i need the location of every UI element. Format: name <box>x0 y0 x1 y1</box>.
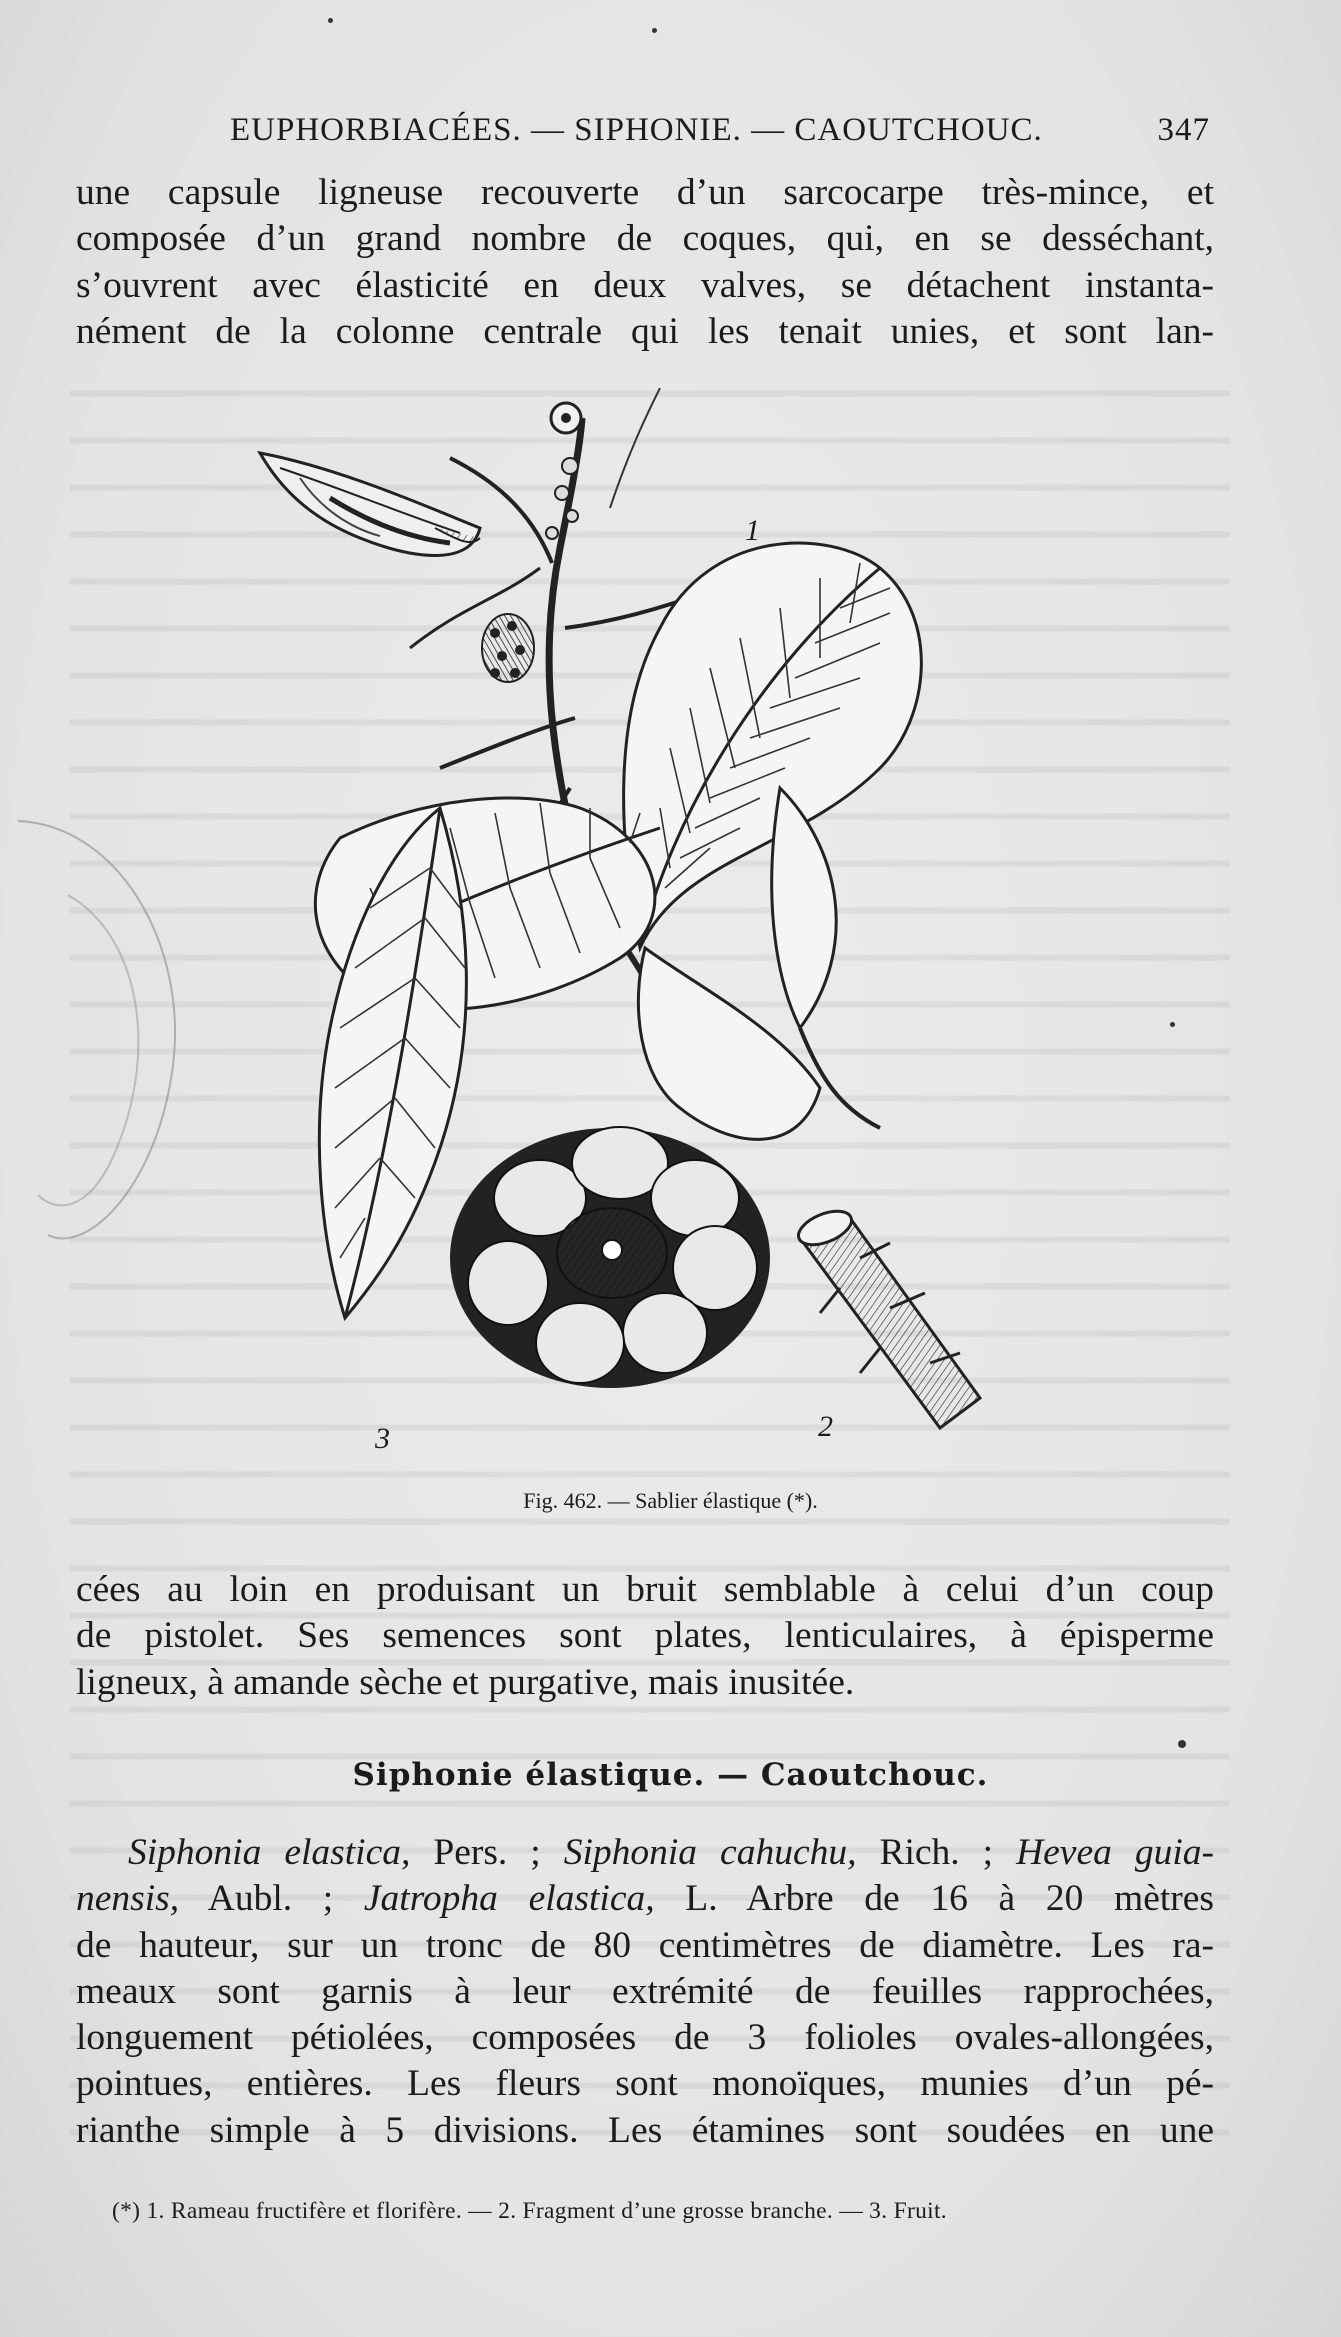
species-author: Aubl. ; <box>179 1878 364 1920</box>
species-name: Hevea guia- <box>1016 1832 1214 1873</box>
speck <box>1178 1740 1186 1748</box>
text-line: meaux sont garnis à leur extrémité de feuilles rapprochées, <box>76 1970 1214 2012</box>
section-heading: Siphonie élastique. — Caoutchouc. <box>352 1757 989 1793</box>
running-head-title: EUPHORBIACÉES. — SIPHONIE. — CAOUTCHOUC. <box>230 112 1043 148</box>
text-line: cées au loin en produisant un bruit semblable à celui d’un coup <box>76 1569 1214 1610</box>
species-name: Jatropha elastica, <box>363 1878 655 1920</box>
siphonia-engraving <box>240 388 1030 1468</box>
text-line: une capsule ligneuse recouverte d’un sarcocarpe très-mince, et <box>76 172 1214 213</box>
paragraph-after-figure <box>76 1567 1214 1706</box>
species-name: nensis, <box>76 1878 180 1920</box>
label-1: 1 <box>745 514 760 547</box>
show-through-circle <box>0 815 198 1275</box>
text-line: composée d’un grand nombre de coques, qui, en se desséchant, <box>76 218 1214 260</box>
text-line: s’ouvrent avec élasticité en deux valves, se détachent instanta- <box>76 264 1214 306</box>
fruit-3 <box>450 1127 770 1388</box>
species-name: Siphonia cahuchu, <box>563 1832 857 1873</box>
figure-caption: Fig. 462. — Sablier élastique (*). <box>523 1488 818 1513</box>
text-line: ligneux, à amande sèche et purgative, mais inusitée. <box>76 1661 855 1703</box>
species-author: Rich. ; <box>856 1832 1017 1873</box>
text-run: L. Arbre de 16 à 20 mètres <box>654 1878 1215 1920</box>
page-number: 347 <box>1157 112 1210 148</box>
species-author: Pers. ; <box>410 1832 564 1873</box>
speck <box>652 28 657 33</box>
flower-catkin <box>482 614 534 682</box>
text-line: pointues, entières. Les fleurs sont monoïques, munies d’un pé- <box>76 2063 1214 2105</box>
label-2: 2 <box>818 1410 833 1443</box>
text-line <box>76 1876 1214 1922</box>
text-line: longuement pétiolées, composées de 3 folioles ovales-allongées, <box>76 2017 1214 2059</box>
species-name: Siphonia elastica, <box>128 1832 411 1873</box>
text-line <box>76 1830 1214 1876</box>
text-line: rianthe simple à 5 divisions. Les étamines sont soudées en une <box>76 2109 1214 2151</box>
botanical-illustration <box>240 388 1030 1468</box>
running-head <box>110 112 1210 162</box>
text-line: nément de la colonne centrale qui les tenait unies, et sont lan- <box>76 310 1214 352</box>
species-paragraph <box>76 1830 1214 2154</box>
open-capsule <box>260 453 480 556</box>
speck <box>328 18 333 23</box>
label-3: 3 <box>375 1422 390 1455</box>
text-line: de pistolet. Ses semences sont plates, lenticulaires, à épisperme <box>76 1615 1214 1657</box>
branch-fragment-2 <box>794 1205 980 1428</box>
footnote: (*) 1. Rameau fructifère et florifère. — 2. Fragment d’une grosse branche. — 3. Fruit. <box>112 2198 947 2224</box>
speck <box>1170 1022 1175 1027</box>
paragraph-top <box>76 170 1214 355</box>
text-line: de hauteur, sur un tronc de 80 centimètres de diamètre. Les ra- <box>76 1924 1214 1966</box>
